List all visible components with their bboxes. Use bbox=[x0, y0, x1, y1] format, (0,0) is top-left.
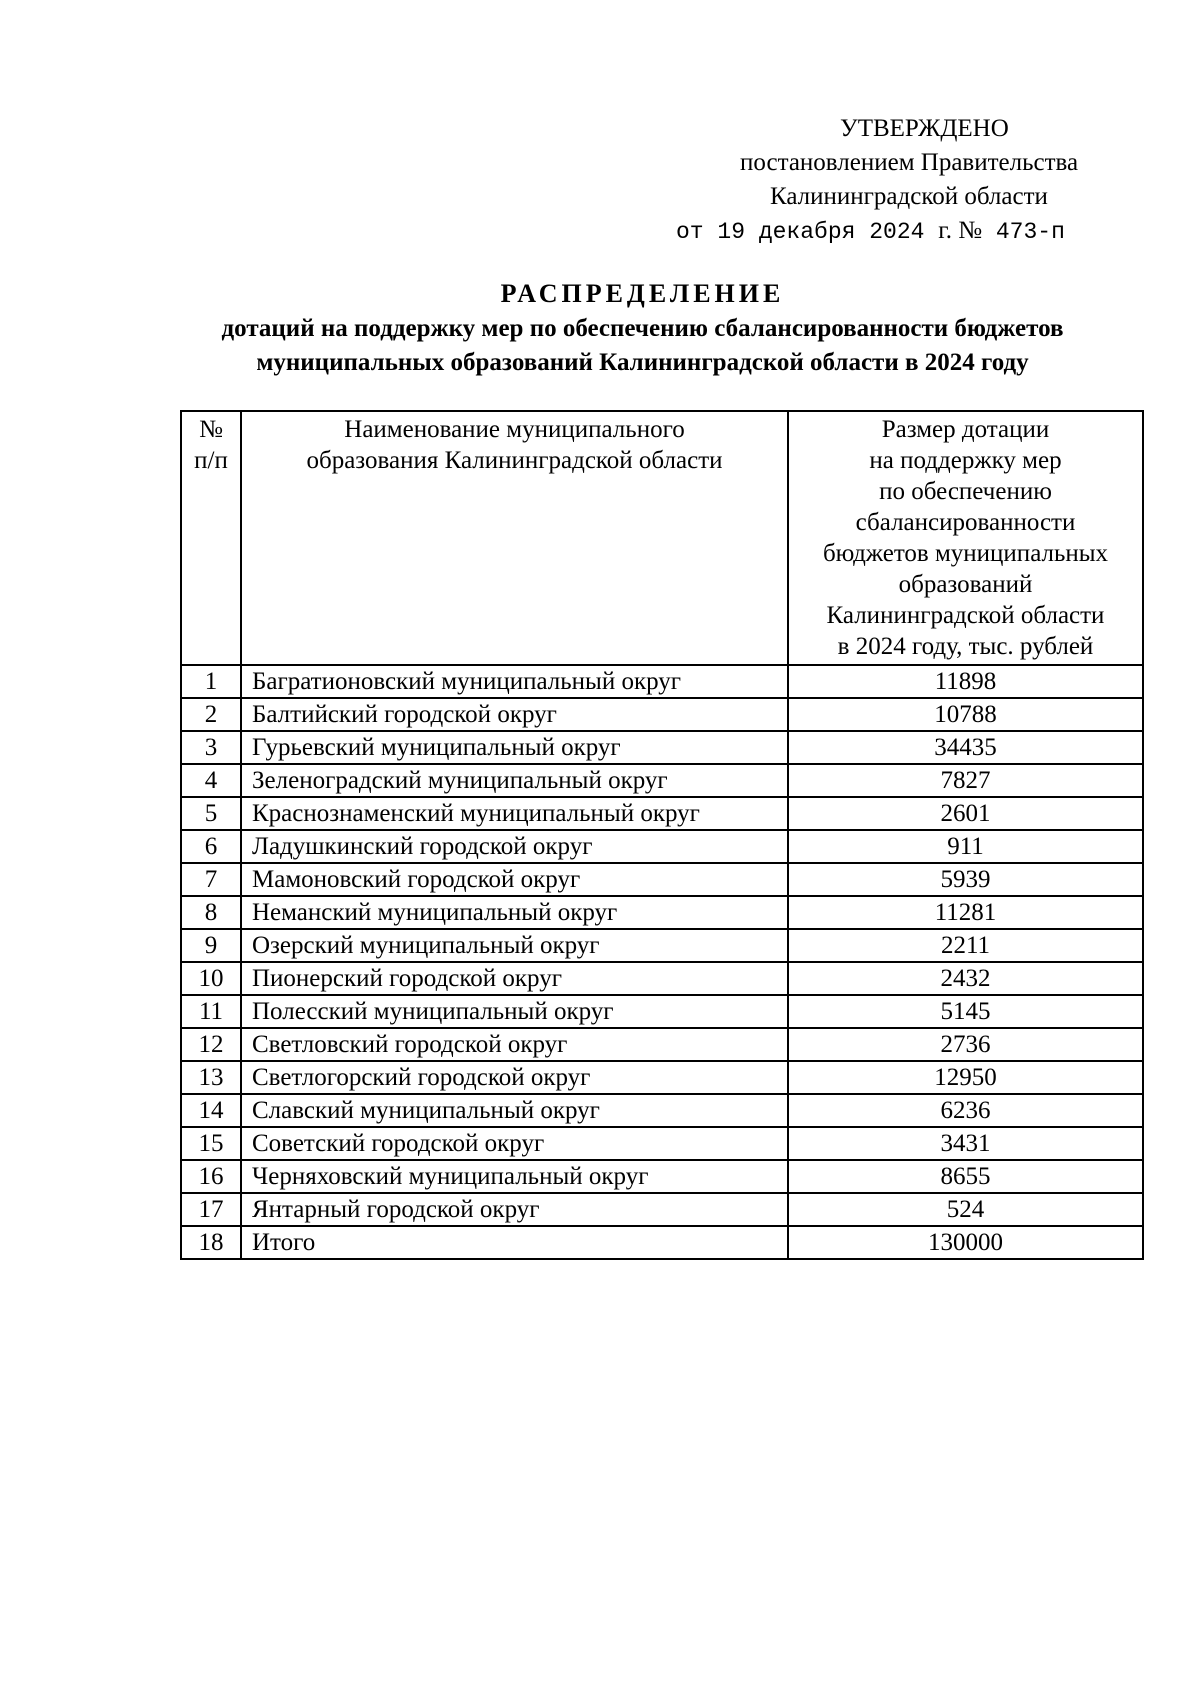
row-num: 7 bbox=[181, 863, 241, 896]
row-value: 6236 bbox=[788, 1094, 1143, 1127]
row-value: 11281 bbox=[788, 896, 1143, 929]
row-name: Гурьевский муниципальный округ bbox=[241, 731, 788, 764]
row-num: 11 bbox=[181, 995, 241, 1028]
row-num: 9 bbox=[181, 929, 241, 962]
row-value: 2736 bbox=[788, 1028, 1143, 1061]
document-subtitle-line2: муниципальных образований Калининградской области в 2024 году bbox=[256, 349, 1029, 376]
row-value: 524 bbox=[788, 1193, 1143, 1226]
document-subtitle-line1: дотаций на поддержку мер по обеспечению сбалансированности бюджетов bbox=[221, 315, 1064, 342]
row-value: 2601 bbox=[788, 797, 1143, 830]
row-value: 10788 bbox=[788, 698, 1143, 731]
header-value: Размер дотации на поддержку мер по обеспечению сбалансированности бюджетов муниципальных образований Калининградской области в 2024 году, тыс. рублей bbox=[788, 411, 1143, 665]
row-name: Славский муниципальный округ bbox=[241, 1094, 788, 1127]
row-value: 12950 bbox=[788, 1061, 1143, 1094]
row-value: 2432 bbox=[788, 962, 1143, 995]
row-name: Зеленоградский муниципальный округ bbox=[241, 764, 788, 797]
row-value: 911 bbox=[788, 830, 1143, 863]
row-name: Черняховский муниципальный округ bbox=[241, 1160, 788, 1193]
row-name: Светлогорский городской округ bbox=[241, 1061, 788, 1094]
approval-g-number-label: г. № bbox=[938, 217, 983, 244]
table-row bbox=[181, 665, 1143, 698]
approval-date: от 19 декабря 2024 bbox=[676, 219, 925, 245]
row-value: 34435 bbox=[788, 731, 1143, 764]
row-name: Балтийский городской округ bbox=[241, 698, 788, 731]
row-num: 5 bbox=[181, 797, 241, 830]
row-num: 1 bbox=[181, 665, 241, 698]
table-row bbox=[181, 1094, 1143, 1127]
table-header-row bbox=[181, 411, 1143, 665]
row-value: 5145 bbox=[788, 995, 1143, 1028]
table-row bbox=[181, 1193, 1143, 1226]
row-name: Ладушкинский городской округ bbox=[241, 830, 788, 863]
table-row bbox=[181, 1127, 1143, 1160]
row-name: Озерский муниципальный округ bbox=[241, 929, 788, 962]
row-num: 18 bbox=[181, 1226, 241, 1259]
row-name: Краснознаменский муниципальный округ bbox=[241, 797, 788, 830]
table-row bbox=[181, 1028, 1143, 1061]
row-name: Светловский городской округ bbox=[241, 1028, 788, 1061]
document-heading bbox=[160, 276, 1125, 380]
table-row bbox=[181, 962, 1143, 995]
row-value: 2211 bbox=[788, 929, 1143, 962]
row-name: Багратионовский муниципальный округ bbox=[241, 665, 788, 698]
row-num: 16 bbox=[181, 1160, 241, 1193]
table-row bbox=[181, 995, 1143, 1028]
table-row bbox=[181, 1160, 1143, 1193]
approval-region: Калининградской области bbox=[770, 183, 1048, 210]
row-num: 14 bbox=[181, 1094, 241, 1127]
row-name: Пионерский городской округ bbox=[241, 962, 788, 995]
row-num: 3 bbox=[181, 731, 241, 764]
row-name: Мамоновский городской округ bbox=[241, 863, 788, 896]
row-num: 2 bbox=[181, 698, 241, 731]
document-title: РАСПРЕДЕЛЕНИЕ bbox=[500, 279, 785, 308]
approval-block bbox=[660, 112, 1120, 249]
table-row bbox=[181, 731, 1143, 764]
approval-number: 473-п bbox=[995, 219, 1065, 245]
row-name: Итого bbox=[241, 1226, 788, 1259]
table-row bbox=[181, 896, 1143, 929]
row-name: Советский городской округ bbox=[241, 1127, 788, 1160]
row-value: 130000 bbox=[788, 1226, 1143, 1259]
table-row bbox=[181, 797, 1143, 830]
row-name: Неманский муниципальный округ bbox=[241, 896, 788, 929]
row-value: 8655 bbox=[788, 1160, 1143, 1193]
row-num: 10 bbox=[181, 962, 241, 995]
row-num: 6 bbox=[181, 830, 241, 863]
row-num: 15 bbox=[181, 1127, 241, 1160]
row-value: 5939 bbox=[788, 863, 1143, 896]
row-num: 4 bbox=[181, 764, 241, 797]
table-row bbox=[181, 698, 1143, 731]
distribution-table bbox=[180, 410, 1144, 1260]
row-name: Янтарный городской округ bbox=[241, 1193, 788, 1226]
table-row bbox=[181, 863, 1143, 896]
approval-authority: постановлением Правительства bbox=[740, 149, 1079, 176]
approval-title: УТВЕРЖДЕНО bbox=[840, 115, 1009, 142]
row-num: 8 bbox=[181, 896, 241, 929]
table-row bbox=[181, 830, 1143, 863]
header-num: № п/п bbox=[181, 411, 241, 665]
row-value: 7827 bbox=[788, 764, 1143, 797]
row-name: Полесский муниципальный округ bbox=[241, 995, 788, 1028]
header-name: Наименование муниципального образования Калининградской области bbox=[241, 411, 788, 665]
approval-date-number bbox=[676, 214, 1120, 249]
table-row bbox=[181, 1061, 1143, 1094]
table-row-total bbox=[181, 1226, 1143, 1259]
row-value: 3431 bbox=[788, 1127, 1143, 1160]
row-num: 13 bbox=[181, 1061, 241, 1094]
table-row bbox=[181, 929, 1143, 962]
row-num: 17 bbox=[181, 1193, 241, 1226]
row-value: 11898 bbox=[788, 665, 1143, 698]
row-num: 12 bbox=[181, 1028, 241, 1061]
table-row bbox=[181, 764, 1143, 797]
